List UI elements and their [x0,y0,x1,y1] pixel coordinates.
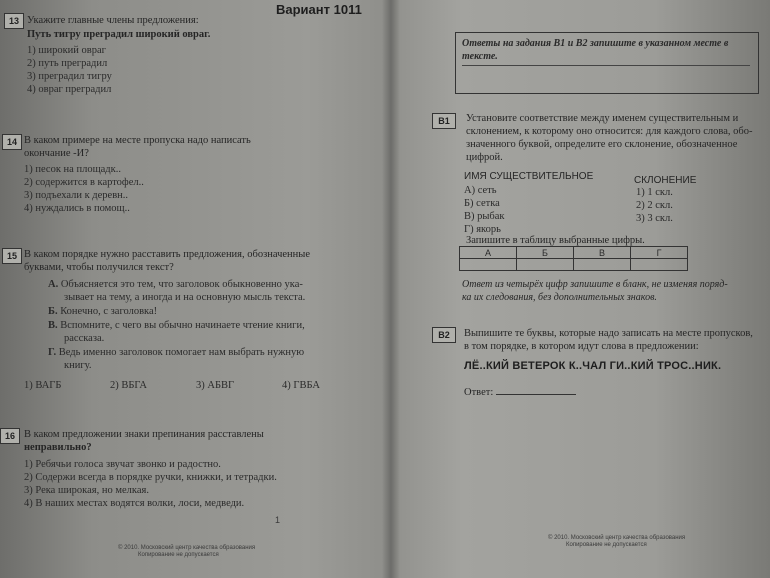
question-15-prompt-line-2: буквами, чтобы получился текст? [24,262,174,273]
question-14-prompt-line-1: В каком примере на месте пропуска надо написать [24,135,251,146]
question-15-item-v: В. Вспомните, с чего вы обычно начинаете чтение книги, [48,320,305,331]
b1-answer-cell-b[interactable] [517,259,574,271]
b2-answer-row: Ответ: [464,385,576,399]
question-b1-prompt-line-4: цифрой. [466,152,503,163]
question-15-option-2: 2) ВБГА [110,380,147,391]
b1-right-item-2: 2) 2 скл. [636,200,673,211]
question-15-item-a-line-2: зывает на тему, а иногда и на основную мысль текста. [64,292,306,303]
question-15-option-1: 1) ВАГБ [24,380,62,391]
question-14-option-1: 1) песок на площадк.. [24,164,122,175]
footer-left-line-2: Копирование не допускается [138,552,219,558]
question-15-item-b: Б. Конечно, с заголовка! [48,306,158,317]
b1-table-header-b: Б [517,247,574,259]
b1-right-item-3: 3) 3 скл. [636,213,673,224]
b1-left-item-a: А) сеть [464,185,497,196]
b1-note-line-1: Ответ из четырёх цифр запишите в бланк, не изменяя поряд- [462,279,728,290]
page-number: 1 [275,515,281,525]
b1-left-item-b: Б) сетка [464,198,500,209]
b1-table-header-g: Г [631,247,688,259]
question-16-option-2: 2) Содержи всегда в порядке ручки, книжки, и тетрадки. [24,472,277,483]
b1-left-column-header: ИМЯ СУЩЕСТВИТЕЛЬНОЕ [464,171,594,182]
question-b2-prompt-line-1: Выпишите те буквы, которые надо записать на месте пропусков, [464,328,753,339]
question-13-option-3: 3) преградил тигру [27,71,112,82]
question-15-prompt-line-1: В каком порядке нужно расставить предложения, обозначенные [24,249,311,260]
footer-right-line-2: Копирование не допускается [566,542,647,548]
question-14-option-2: 2) содержится в картофел.. [24,177,144,188]
b1-answer-cell-v[interactable] [574,259,631,271]
question-16-option-4: 4) В наших местах водятся волки, лоси, медведи. [24,498,245,509]
question-16-option-1: 1) Ребячьи голоса звучат звонко и радостно. [24,459,221,470]
question-16-prompt-line-2: неправильно? [24,442,92,453]
question-14-option-4: 4) нуждались в помощ.. [24,203,130,214]
question-15-option-4: 4) ГВБА [282,380,320,391]
question-16-option-3: 3) Река широкая, но мелкая. [24,485,149,496]
variant-title: Вариант 1011 [276,2,362,17]
question-b2-prompt-line-2: в том порядке, в котором идут слова в предложении: [464,341,699,352]
b1-right-item-1: 1) 1 скл. [636,187,673,198]
answer-instruction-box [455,32,759,94]
footer-left-line-1: © 2010. Московский центр качества образования [118,545,256,551]
page-fold [382,0,400,578]
question-b1-prompt-line-1: Установите соответствие между именем существительным и [466,113,739,124]
b2-sentence-words: ЛЁ..КИЙ ВЕТЕРОК К..ЧАЛ ГИ..КИЙ ТРОС..НИК. [464,360,722,372]
answer-instruction-text: Ответы на задания В1 и В2 запишите в указанном месте в тексте. [462,38,729,62]
question-15-number: 15 [2,248,22,264]
b1-left-item-v: В) рыбак [464,211,505,222]
b1-answer-cell-g[interactable] [631,259,688,271]
b1-table-header-a: А [460,247,517,259]
question-16-prompt-line-1: В каком предложении знаки препинания расставлены [24,429,264,440]
question-b2-number: В2 [432,327,456,343]
question-14-prompt-line-2: окончание -И? [24,148,89,159]
answer-box-rule [462,65,750,66]
question-15-item-g-line-2: книгу. [64,360,92,371]
question-13-number: 13 [4,13,24,29]
question-15-option-3: 3) АБВГ [196,380,235,391]
question-13-sentence: Путь тигру преградил широкий овраг. [27,29,211,40]
b1-table-header-v: В [574,247,631,259]
question-14-option-3: 3) подъехали к деревн.. [24,190,129,201]
question-b1-prompt-line-3: значенного буквой, определите его склонение, обозначенное [466,139,738,150]
b1-table-caption: Запишите в таблицу выбранные цифры. [466,235,645,246]
question-15-item-v-line-2: рассказа. [64,333,105,344]
b1-note-line-2: ка их следования, без дополнительных знаков. [462,292,657,303]
b1-answer-table [459,246,688,271]
question-b1-prompt-line-2: склонением, к которому оно относится: для каждого слова, обо- [466,126,753,137]
question-13-option-4: 4) овраг преградил [27,84,112,95]
b2-answer-field[interactable] [496,385,576,395]
question-15-item-a: А. Объясняется это тем, что заголовок обыкновенно ука- [48,279,303,290]
b1-left-item-g: Г) якорь [464,224,501,235]
question-13-option-1: 1) широкий овраг [27,45,106,56]
question-16-number: 16 [0,428,20,444]
b1-answer-cell-a[interactable] [460,259,517,271]
question-14-number: 14 [2,134,22,150]
question-15-item-g: Г. Ведь именно заголовок помогает нам выбрать нужную [48,347,305,358]
b1-right-column-header: СКЛОНЕНИЕ [634,175,697,186]
question-13-option-2: 2) путь преградил [27,58,108,69]
footer-right-line-1: © 2010. Московский центр качества образования [548,535,686,541]
question-b1-number: В1 [432,113,456,129]
question-13-prompt: Укажите главные члены предложения: [27,15,199,26]
